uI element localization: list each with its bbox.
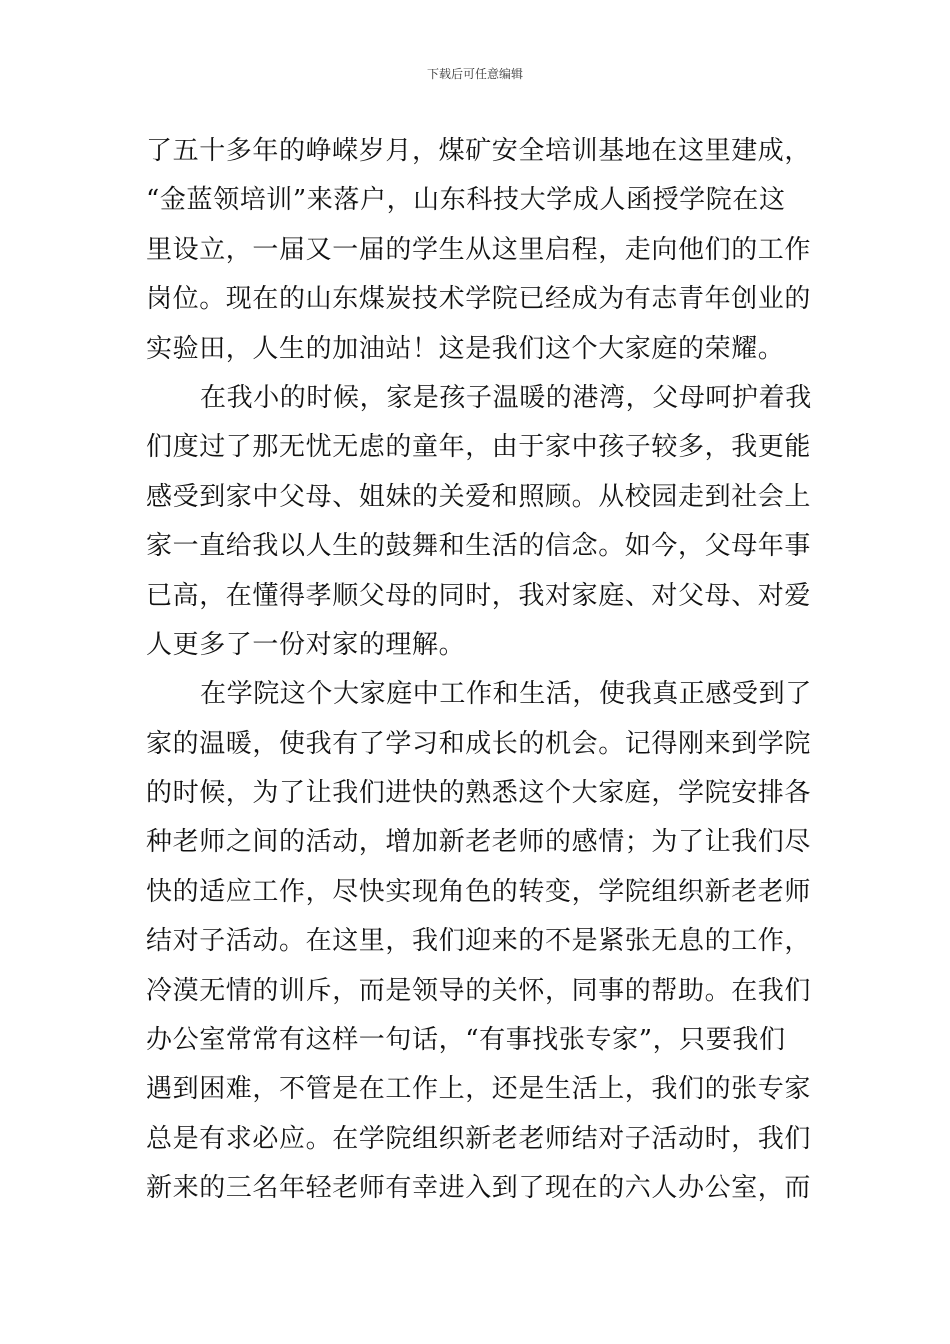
text-line: 的时候，为了让我们进快的熟悉这个大家庭，学院安排各 xyxy=(146,778,812,809)
text-line: 总是有求必应。在学院组织新老老师结对子活动时，我们 xyxy=(146,1123,812,1154)
text-line: 已高，在懂得孝顺父母的同时，我对家庭、对父母、对爱 xyxy=(146,580,812,611)
paragraph-start-line: 在学院这个大家庭中工作和生活，使我真正感受到了 xyxy=(200,679,812,710)
text-line: 人更多了一份对家的理解。 xyxy=(146,629,466,660)
text-line: 们度过了那无忧无虑的童年，由于家中孩子较多，我更能 xyxy=(146,432,812,463)
text-line: 岗位。现在的山东煤炭技术学院已经成为有志青年创业的 xyxy=(146,284,812,315)
text-line: 家一直给我以人生的鼓舞和生活的信念。如今，父母年事 xyxy=(146,531,812,562)
text-line: 了五十多年的峥嵘岁月，煤矿安全培训基地在这里建成， xyxy=(146,136,812,166)
document-body xyxy=(146,127,816,1214)
text-line: “金蓝领培训”来落户，山东科技大学成人函授学院在这 xyxy=(146,185,786,216)
text-line: 结对子活动。在这里，我们迎来的不是紧张无息的工作， xyxy=(146,926,812,957)
text-line: 冷漠无情的训斥，而是领导的关怀，同事的帮助。在我们 xyxy=(146,975,812,1006)
text-line: 家的温暖，使我有了学习和成长的机会。记得刚来到学院 xyxy=(146,728,812,759)
text-line: 里设立，一届又一届的学生从这里启程，走向他们的工作 xyxy=(146,234,812,265)
text-line: 感受到家中父母、姐妹的关爱和照顾。从校园走到社会上 xyxy=(146,481,812,512)
text-line: 新来的三名年轻老师有幸进入到了现在的六人办公室，而 xyxy=(146,1173,812,1204)
text-line: 办公室常常有这样一句话，“有事找张专家”，只要我们 xyxy=(146,1025,786,1056)
paragraph-start-line: 在我小的时候，家是孩子温暖的港湾，父母呵护着我 xyxy=(200,382,812,413)
text-line: 快的适应工作，尽快实现角色的转变，学院组织新老老师 xyxy=(146,876,812,907)
text-line: 实验田，人生的加油站！这是我们这个大家庭的荣耀。 xyxy=(146,333,785,364)
text-line: 遇到困难，不管是在工作上，还是生活上，我们的张专家 xyxy=(146,1074,812,1105)
text-line: 种老师之间的活动，增加新老老师的感情；为了让我们尽 xyxy=(146,827,812,858)
page-header: 下载后可任意编辑 xyxy=(426,67,523,81)
